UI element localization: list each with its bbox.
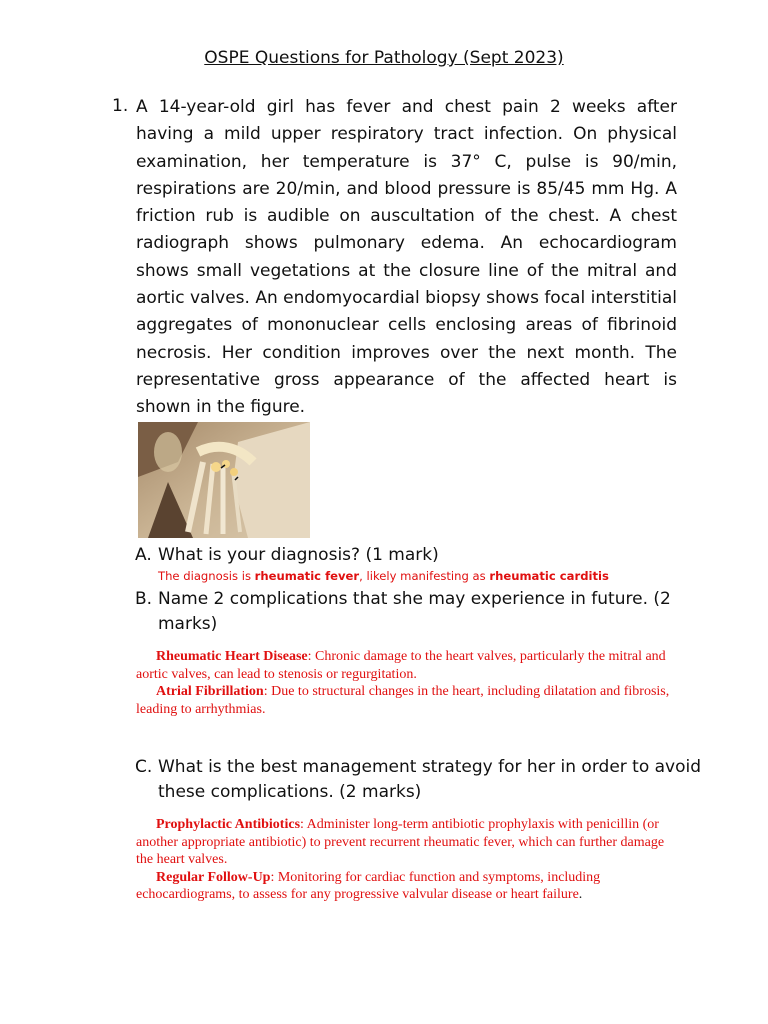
part-a-answer: The diagnosis is rheumatic fever, likely manifesting as rheumatic carditis — [158, 569, 609, 583]
part-c-answers — [136, 816, 681, 904]
heart-valve-figure — [138, 422, 310, 538]
question-number: 1. — [112, 96, 129, 116]
part-b-question-line2: marks) — [158, 614, 218, 634]
part-a-letter: A. — [135, 545, 152, 565]
page-title: OSPE Questions for Pathology (Sept 2023) — [204, 48, 564, 68]
part-a-question: What is your diagnosis? (1 mark) — [158, 545, 439, 565]
part-b-answer-2: Atrial Fibrillation: Due to structural changes in the heart, including dilatation and fibrosis, leading to arrhythmias. — [136, 684, 670, 717]
part-a — [135, 543, 695, 569]
part-b-answers — [136, 648, 681, 718]
part-b-answer-1: Rheumatic Heart Disease: Chronic damage to the heart valves, particularly the mitral and aortic valves, can lead to stenosis or regurgitation. — [136, 649, 666, 682]
part-b — [135, 587, 695, 639]
part-c-letter: C. — [135, 757, 153, 777]
part-c-question-line1: What is the best management strategy for her in order to avoid — [158, 757, 702, 777]
part-c-question-line2: these complications. (2 marks) — [158, 782, 422, 802]
part-b-question-line1: Name 2 complications that she may experience in future. (2 — [158, 589, 671, 609]
part-b-letter: B. — [135, 589, 153, 609]
part-c — [135, 755, 715, 807]
part-c-answer-1: Prophylactic Antibiotics: Administer long-term antibiotic prophylaxis with penicillin (or another appropriate antibiotic) to prevent recurrent rheumatic fever, which can further damage the heart valves. — [136, 817, 665, 867]
question-text: A 14-year-old girl has fever and chest pain 2 weeks after having a mild upper respiratory tract infection. On physical examination, her temperature is 37° C, pulse is 90/min, respirations are 20/min, and blood pressure is 85/45 mm Hg. A friction rub is audible on auscultation of the chest. A chest radiograph shows pulmonary edema. An echocardiogram shows small vegetations at the closure line of the mitral and aortic valves. An endomyocardial biopsy shows focal interstitial aggregates of mononuclear cells enclosing areas of fibrinoid necrosis. Her condition improves over the next month. The representative gross appearance of the affected heart is shown in the figure. — [136, 97, 677, 418]
part-c-answer-2: Regular Follow-Up: Monitoring for cardiac function and symptoms, including echocardiograms, to assess for any progressive valvular disease or heart failure. — [136, 869, 601, 902]
